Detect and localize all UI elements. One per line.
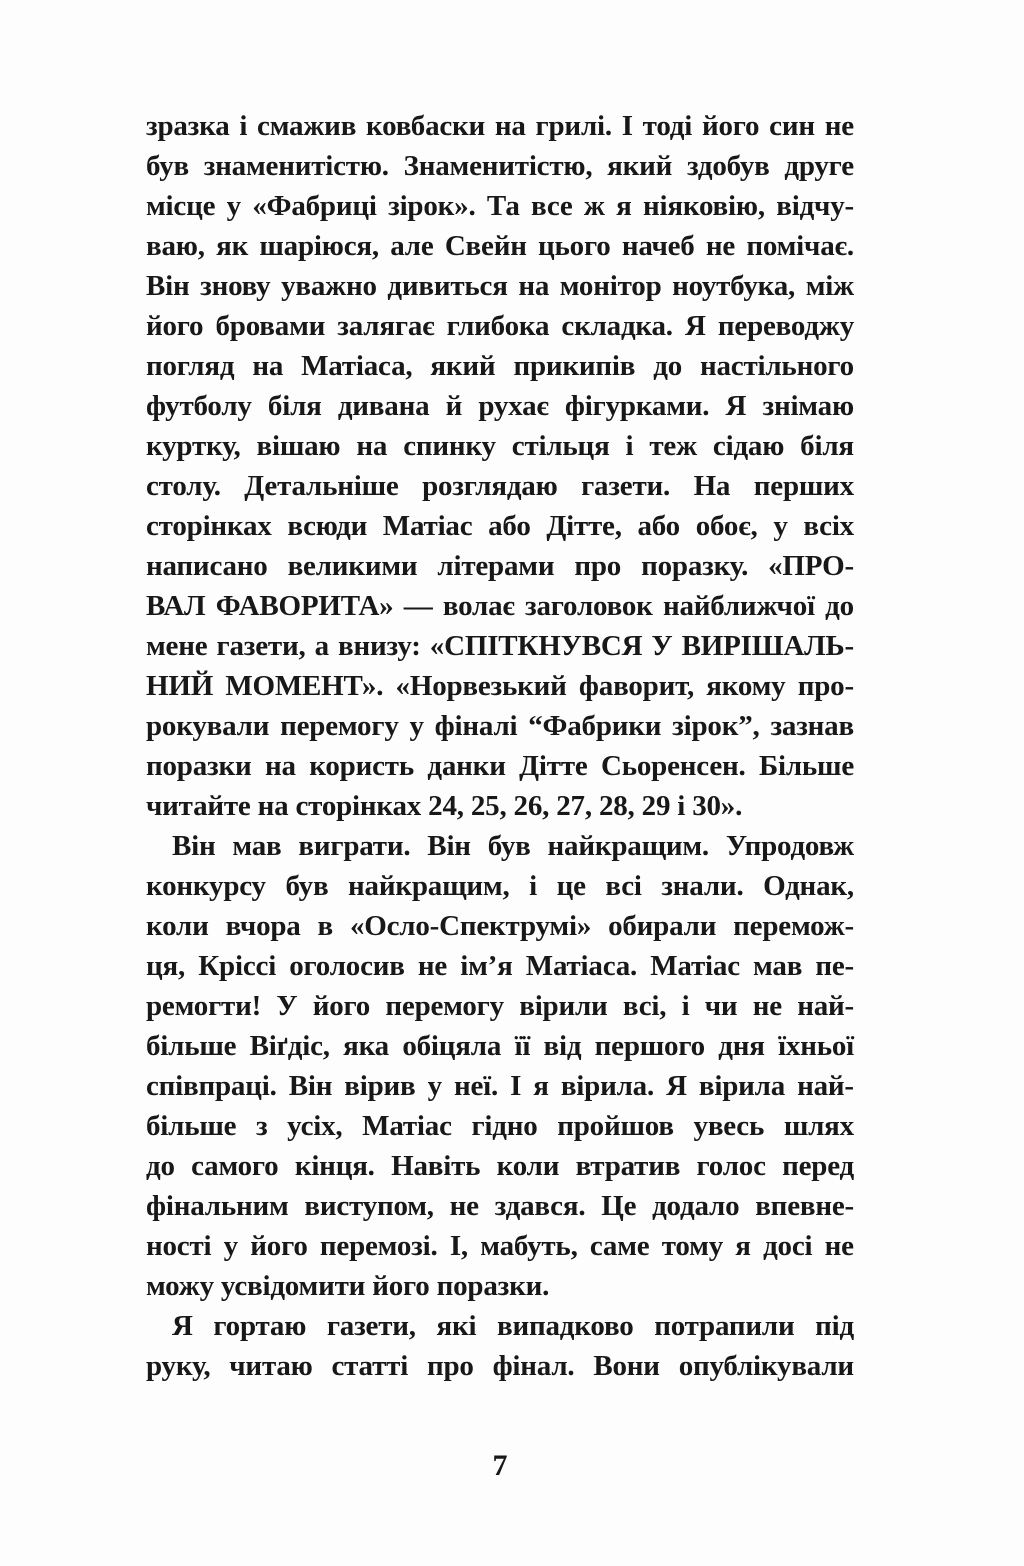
text-line: Він мав виграти. Він був найкращим. Упродовж — [172, 830, 854, 862]
text-line: ваю, як шаріюся, але Свейн цього начеб не помічає. — [146, 230, 854, 262]
text-line: ця, Кріссі оголосив не ім’я Матіаса. Матіас мав пе- — [146, 950, 854, 982]
text-line: більше з усіх, Матіас гідно пройшов увесь шлях — [146, 1110, 854, 1142]
text-line: НИЙ МОМЕНТ». «Норвезький фаворит, якому про- — [146, 670, 854, 702]
text-line: був знаменитістю. Знаменитістю, який здобув друге — [146, 150, 854, 182]
text-line: мене газети, а внизу: «СПІТКНУВСЯ У ВИРІШАЛЬ- — [146, 630, 854, 662]
text-line: ності у його перемозі. І, мабуть, саме тому я досі не — [146, 1230, 854, 1262]
text-line: ВАЛ ФАВОРИТА» — волає заголовок найближчої до — [146, 590, 854, 622]
text-line: коли вчора в «Осло-Спектрумі» обирали перемож- — [146, 910, 854, 942]
text-line: куртку, вішаю на спинку стільця і теж сідаю біля — [146, 430, 854, 462]
text-line: рокували перемогу у фіналі “Фабрики зірок”, зазнав — [146, 710, 854, 742]
page-number: 7 — [492, 1449, 508, 1482]
text-line: місце у «Фабриці зірок». Та все ж я ніяковію, відчу- — [146, 190, 854, 222]
text-line: конкурсу був найкращим, і це всі знали. Однак, — [146, 870, 854, 902]
text-line: футболу біля дивана й рухає фігурками. Я знімаю — [146, 390, 854, 422]
text-line: сторінках всюди Матіас або Дітте, або обоє, у всіх — [146, 510, 854, 542]
text-line: погляд на Матіаса, який прикипів до настільного — [146, 350, 854, 382]
text-line: читайте на сторінках 24, 25, 26, 27, 28, 29 і 30». — [146, 790, 743, 822]
text-line: більше Віґдіс, яка обіцяла її від першого дня їхньої — [146, 1030, 854, 1062]
text-line: зразка і смажив ковбаски на грилі. І тоді його син не — [146, 110, 854, 142]
text-line: написано великими літерами про поразку. «ПРО- — [146, 550, 854, 582]
text-line: можу усвідомити його поразки. — [146, 1270, 550, 1302]
text-line: поразки на користь данки Дітте Сьоренсен. Більше — [146, 750, 854, 782]
text-line: Я гортаю газети, які випадково потрапили під — [172, 1310, 854, 1342]
text-line: до самого кінця. Навіть коли втратив голос перед — [146, 1150, 854, 1182]
text-line: Він знову уважно дивиться на монітор ноутбука, між — [146, 270, 854, 302]
page-text — [146, 106, 854, 1386]
text-line: ремогти! У його перемогу вірили всі, і чи не най- — [146, 990, 854, 1022]
text-line: фінальним виступом, не здався. Це додало впевне- — [146, 1190, 854, 1222]
text-line: його бровами залягає глибока складка. Я переводжу — [146, 310, 854, 342]
text-line: руку, читаю статті про фінал. Вони опублікували — [146, 1350, 854, 1382]
text-line: столу. Детальніше розглядаю газети. На перших — [146, 470, 854, 502]
text-line: співпраці. Він вірив у неї. І я вірила. Я вірила най- — [146, 1070, 854, 1102]
